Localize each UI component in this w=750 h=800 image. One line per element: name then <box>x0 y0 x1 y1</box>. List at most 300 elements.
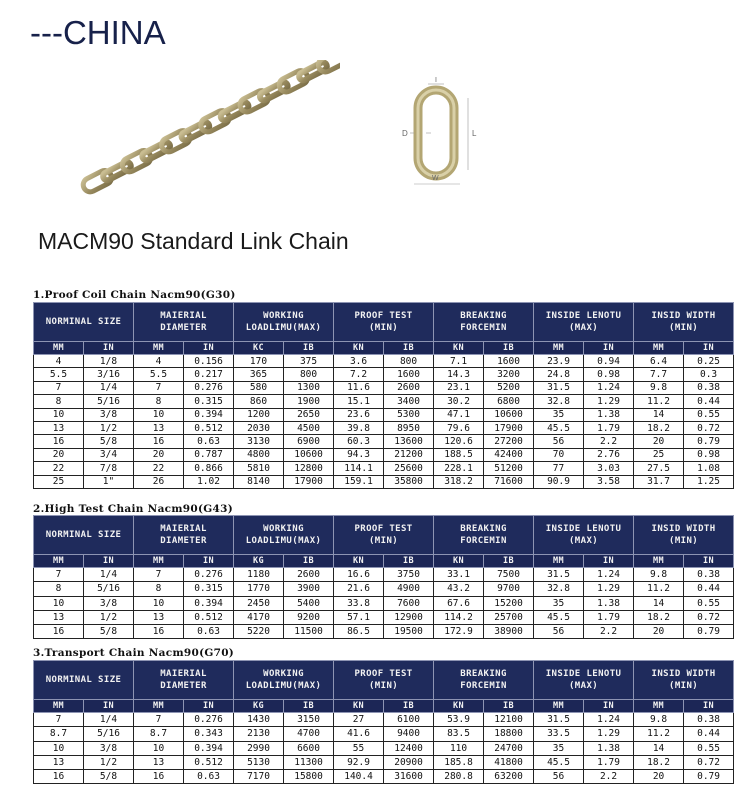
table-cell: 13 <box>34 421 84 434</box>
col-group-proof-test: PROOF TEST (MIN) <box>334 516 434 555</box>
table-cell: 16 <box>34 625 84 639</box>
table-cell: 7 <box>34 568 84 582</box>
table-cell: 10 <box>134 408 184 421</box>
table-cell: 25 <box>34 475 84 488</box>
table-cell: 0.156 <box>184 355 234 368</box>
table-cell: 1.29 <box>584 727 634 741</box>
table-cell: 13 <box>134 755 184 769</box>
table-cell: 41800 <box>484 755 534 769</box>
sub-header-cell: MM <box>34 555 84 568</box>
table-cell: 9.8 <box>634 381 684 394</box>
spec-table-transport <box>33 660 734 784</box>
table-cell: 3.58 <box>584 475 634 488</box>
table-cell: 14 <box>634 596 684 610</box>
table-cell: 0.72 <box>684 421 734 434</box>
table-cell: 13 <box>34 610 84 624</box>
table-cell: 33.5 <box>534 727 584 741</box>
table-row <box>34 435 734 448</box>
table-cell: 10600 <box>484 408 534 421</box>
table-cell: 0.343 <box>184 727 234 741</box>
table-cell: 2450 <box>234 596 284 610</box>
table-cell: 20 <box>634 625 684 639</box>
table-cell: 42400 <box>484 448 534 461</box>
table-cell: 2650 <box>284 408 334 421</box>
sub-header-cell: MM <box>634 700 684 713</box>
table-cell: 0.79 <box>684 435 734 448</box>
table-row <box>34 568 734 582</box>
table-cell: 5/8 <box>84 770 134 784</box>
table-cell: 39.8 <box>334 421 384 434</box>
table-cell: 1/2 <box>84 755 134 769</box>
table-cell: 3.6 <box>334 355 384 368</box>
table-cell: 7.1 <box>434 355 484 368</box>
sub-header-cell: KN <box>434 555 484 568</box>
table-cell: 800 <box>384 355 434 368</box>
table-cell: 0.63 <box>184 435 234 448</box>
table-cell: 159.1 <box>334 475 384 488</box>
sub-header-row <box>34 700 734 713</box>
table-cell: 12900 <box>384 610 434 624</box>
table-cell: 35 <box>534 596 584 610</box>
table-cell: 1.02 <box>184 475 234 488</box>
table-cell: 0.79 <box>684 625 734 639</box>
sub-header-cell: IB <box>284 700 334 713</box>
sub-header-cell: MM <box>34 700 84 713</box>
table-cell: 3900 <box>284 582 334 596</box>
table-row <box>34 625 734 639</box>
table-cell: 0.3 <box>684 368 734 381</box>
table-cell: 0.25 <box>684 355 734 368</box>
sub-header-cell: MM <box>534 342 584 355</box>
sub-header-cell: MM <box>134 555 184 568</box>
table-cell: 30.2 <box>434 395 484 408</box>
col-group-material-diameter: MAIERIAL DIAMETER <box>134 661 234 700</box>
table-cell: 94.3 <box>334 448 384 461</box>
table-cell: 12400 <box>384 741 434 755</box>
section-title-transport: 3.Transport Chain Nacm90(G70) <box>33 647 235 659</box>
table-cell: 56 <box>534 770 584 784</box>
spec-table-proof-coil <box>33 302 734 489</box>
table-cell: 0.787 <box>184 448 234 461</box>
table-cell: 71600 <box>484 475 534 488</box>
table-row <box>34 355 734 368</box>
col-group-nominal-size: NORMINAL SIZE <box>34 516 134 555</box>
table-cell: 16 <box>34 435 84 448</box>
table-cell: 5/8 <box>84 625 134 639</box>
table-cell: 86.5 <box>334 625 384 639</box>
col-group-material-diameter: MAIERIAL DIAMETER <box>134 303 234 342</box>
table-cell: 8950 <box>384 421 434 434</box>
sub-header-cell: KN <box>434 342 484 355</box>
table-cell: 1/4 <box>84 713 134 727</box>
sub-header-cell: IN <box>584 555 634 568</box>
table-cell: 15200 <box>484 596 534 610</box>
table-cell: 41.6 <box>334 727 384 741</box>
sub-header-cell: IN <box>84 700 134 713</box>
table-cell: 11300 <box>284 755 334 769</box>
table-cell: 32.8 <box>534 582 584 596</box>
col-group-nominal-size: NORMINAL SIZE <box>34 303 134 342</box>
table-cell: 0.55 <box>684 596 734 610</box>
table-cell: 0.276 <box>184 568 234 582</box>
table-cell: 860 <box>234 395 284 408</box>
table-cell: 92.9 <box>334 755 384 769</box>
table-row <box>34 408 734 421</box>
table-row <box>34 395 734 408</box>
sub-header-cell: MM <box>34 342 84 355</box>
table-cell: 3130 <box>234 435 284 448</box>
sub-header-cell: IN <box>84 342 134 355</box>
table-cell: 365 <box>234 368 284 381</box>
table-row <box>34 610 734 624</box>
table-cell: 20 <box>634 435 684 448</box>
table-cell: 1.38 <box>584 741 634 755</box>
table-cell: 1.24 <box>584 381 634 394</box>
table-cell: 70 <box>534 448 584 461</box>
table-cell: 5/16 <box>84 582 134 596</box>
table-cell: 228.1 <box>434 462 484 475</box>
table-cell: 4 <box>134 355 184 368</box>
col-group-proof-test: PROOF TEST (MIN) <box>334 661 434 700</box>
table-cell: 16 <box>134 625 184 639</box>
table-cell: 0.79 <box>684 770 734 784</box>
table-cell: 53.9 <box>434 713 484 727</box>
col-group-working-load: WORKING LOADLIMU(MAX) <box>234 303 334 342</box>
sub-header-cell: KN <box>334 700 384 713</box>
table-cell: 120.6 <box>434 435 484 448</box>
table-cell: 0.98 <box>684 448 734 461</box>
table-cell: 4170 <box>234 610 284 624</box>
table-cell: 10 <box>34 741 84 755</box>
sub-header-cell: IB <box>484 555 534 568</box>
col-group-inside-length: INSIDE LENOTU (MAX) <box>534 303 634 342</box>
sub-header-cell: KN <box>434 700 484 713</box>
brand-heading: ---CHINA <box>30 14 166 51</box>
document-title: MACM90 Standard Link Chain <box>38 228 349 254</box>
table-cell: 31600 <box>384 770 434 784</box>
table-cell: 0.394 <box>184 408 234 421</box>
table-cell: 1900 <box>284 395 334 408</box>
table-cell: 21.6 <box>334 582 384 596</box>
table-cell: 0.38 <box>684 568 734 582</box>
col-group-material-diameter: MAIERIAL DIAMETER <box>134 516 234 555</box>
sub-header-cell: IN <box>684 555 734 568</box>
table-cell: 14 <box>634 408 684 421</box>
table-cell: 9700 <box>484 582 534 596</box>
table-cell: 0.217 <box>184 368 234 381</box>
table-cell: 18.2 <box>634 755 684 769</box>
table-cell: 13 <box>134 610 184 624</box>
table-cell: 1/2 <box>84 421 134 434</box>
sub-header-cell: IB <box>284 555 334 568</box>
table-cell: 27.5 <box>634 462 684 475</box>
table-cell: 23.9 <box>534 355 584 368</box>
table-cell: 3750 <box>384 568 434 582</box>
table-cell: 22 <box>34 462 84 475</box>
table-body <box>34 568 734 639</box>
table-cell: 21200 <box>384 448 434 461</box>
table-cell: 15800 <box>284 770 334 784</box>
table-cell: 31.5 <box>534 381 584 394</box>
table-cell: 0.276 <box>184 713 234 727</box>
table-cell: 32.8 <box>534 395 584 408</box>
table-cell: 6100 <box>384 713 434 727</box>
table-cell: 0.394 <box>184 741 234 755</box>
table-cell: 0.55 <box>684 741 734 755</box>
table-cell: 1.24 <box>584 568 634 582</box>
table-cell: 1/8 <box>84 355 134 368</box>
table-cell: 11.2 <box>634 395 684 408</box>
table-cell: 2030 <box>234 421 284 434</box>
table-cell: 1300 <box>284 381 334 394</box>
sub-header-cell: IB <box>384 700 434 713</box>
table-cell: 45.5 <box>534 755 584 769</box>
table-cell: 51200 <box>484 462 534 475</box>
table-cell: 580 <box>234 381 284 394</box>
table-cell: 1.24 <box>584 713 634 727</box>
table-cell: 375 <box>284 355 334 368</box>
table-cell: 17900 <box>284 475 334 488</box>
table-cell: 185.8 <box>434 755 484 769</box>
table-cell: 8.7 <box>34 727 84 741</box>
table-cell: 5/16 <box>84 727 134 741</box>
table-body <box>34 713 734 784</box>
table-cell: 114.1 <box>334 462 384 475</box>
table-cell: 0.44 <box>684 395 734 408</box>
table-cell: 1.08 <box>684 462 734 475</box>
table-cell: 8 <box>134 395 184 408</box>
table-row <box>34 368 734 381</box>
table-cell: 83.5 <box>434 727 484 741</box>
table-cell: 47.1 <box>434 408 484 421</box>
col-group-inside-width: INSID WIDTH (MIN) <box>634 516 734 555</box>
table-cell: 9400 <box>384 727 434 741</box>
link-dimension-diagram <box>388 76 488 188</box>
table-cell: 3200 <box>484 368 534 381</box>
table-cell: 11.6 <box>334 381 384 394</box>
table-cell: 12100 <box>484 713 534 727</box>
table-cell: 0.44 <box>684 582 734 596</box>
table-cell: 110 <box>434 741 484 755</box>
table-cell: 1.25 <box>684 475 734 488</box>
table-cell: 16 <box>134 435 184 448</box>
col-group-breaking-force: BREAKING FORCEMIN <box>434 303 534 342</box>
table-cell: 3/8 <box>84 596 134 610</box>
sub-header-cell: IN <box>184 700 234 713</box>
table-cell: 15.1 <box>334 395 384 408</box>
table-cell: 33.8 <box>334 596 384 610</box>
table-cell: 5200 <box>484 381 534 394</box>
table-cell: 7 <box>34 381 84 394</box>
sub-header-cell: MM <box>534 555 584 568</box>
sub-header-cell: KN <box>334 555 384 568</box>
table-row <box>34 596 734 610</box>
table-cell: 1.29 <box>584 582 634 596</box>
table-cell: 1.79 <box>584 421 634 434</box>
sub-header-cell: IN <box>84 555 134 568</box>
table-cell: 1/4 <box>84 568 134 582</box>
table-row <box>34 448 734 461</box>
table-cell: 13 <box>34 755 84 769</box>
table-cell: 7/8 <box>84 462 134 475</box>
table-cell: 10600 <box>284 448 334 461</box>
table-cell: 0.72 <box>684 755 734 769</box>
table-cell: 0.276 <box>184 381 234 394</box>
sub-header-row <box>34 342 734 355</box>
table-cell: 3/4 <box>84 448 134 461</box>
table-cell: 800 <box>284 368 334 381</box>
table-cell: 0.394 <box>184 596 234 610</box>
table-cell: 1600 <box>484 355 534 368</box>
dim-label-top: I <box>435 77 437 84</box>
table-cell: 45.5 <box>534 610 584 624</box>
table-cell: 2.2 <box>584 435 634 448</box>
table-cell: 63200 <box>484 770 534 784</box>
table-cell: 77 <box>534 462 584 475</box>
table-cell: 3400 <box>384 395 434 408</box>
table-cell: 318.2 <box>434 475 484 488</box>
table-cell: 4700 <box>284 727 334 741</box>
table-cell: 35 <box>534 408 584 421</box>
table-cell: 2130 <box>234 727 284 741</box>
table-cell: 23.6 <box>334 408 384 421</box>
dim-label-d: D <box>402 129 408 138</box>
table-cell: 8140 <box>234 475 284 488</box>
table-cell: 1/4 <box>84 381 134 394</box>
sub-header-cell: KG <box>234 555 284 568</box>
table-cell: 25600 <box>384 462 434 475</box>
table-cell: 7170 <box>234 770 284 784</box>
table-cell: 24700 <box>484 741 534 755</box>
table-cell: 1600 <box>384 368 434 381</box>
table-cell: 1200 <box>234 408 284 421</box>
sub-header-cell: MM <box>134 342 184 355</box>
table-cell: 22 <box>134 462 184 475</box>
table-cell: 10 <box>34 596 84 610</box>
spec-table-high-test <box>33 515 734 639</box>
col-group-breaking-force: BREAKING FORCEMIN <box>434 516 534 555</box>
table-cell: 35 <box>534 741 584 755</box>
table-cell: 7500 <box>484 568 534 582</box>
table-cell: 67.6 <box>434 596 484 610</box>
sub-header-cell: MM <box>634 342 684 355</box>
table-cell: 7.2 <box>334 368 384 381</box>
table-cell: 4500 <box>284 421 334 434</box>
dim-label-l: L <box>472 129 477 138</box>
table-cell: 20 <box>34 448 84 461</box>
table-cell: 9200 <box>284 610 334 624</box>
table-cell: 10 <box>134 741 184 755</box>
table-cell: 3/8 <box>84 408 134 421</box>
table-cell: 9.8 <box>634 568 684 582</box>
section-title-high-test: 2.High Test Chain Nacm90(G43) <box>33 503 234 515</box>
table-cell: 0.98 <box>584 368 634 381</box>
table-cell: 90.9 <box>534 475 584 488</box>
table-cell: 27 <box>334 713 384 727</box>
table-cell: 1.29 <box>584 395 634 408</box>
table-cell: 5300 <box>384 408 434 421</box>
table-row <box>34 713 734 727</box>
table-cell: 2600 <box>384 381 434 394</box>
table-cell: 31.5 <box>534 713 584 727</box>
table-row <box>34 582 734 596</box>
table-cell: 56 <box>534 435 584 448</box>
table-cell: 8 <box>34 395 84 408</box>
table-cell: 55 <box>334 741 384 755</box>
table-cell: 4900 <box>384 582 434 596</box>
table-cell: 0.38 <box>684 713 734 727</box>
table-cell: 172.9 <box>434 625 484 639</box>
table-cell: 1.38 <box>584 596 634 610</box>
table-cell: 16 <box>134 770 184 784</box>
table-cell: 5810 <box>234 462 284 475</box>
table-cell: 4 <box>34 355 84 368</box>
sub-header-cell: IN <box>584 700 634 713</box>
sub-header-cell: IB <box>484 342 534 355</box>
sub-header-cell: IB <box>484 700 534 713</box>
table-row <box>34 770 734 784</box>
sub-header-cell: MM <box>134 700 184 713</box>
table-cell: 1180 <box>234 568 284 582</box>
sub-header-cell: MM <box>634 555 684 568</box>
table-cell: 7.7 <box>634 368 684 381</box>
table-cell: 23.1 <box>434 381 484 394</box>
table-cell: 16.6 <box>334 568 384 582</box>
table-cell: 188.5 <box>434 448 484 461</box>
col-group-breaking-force: BREAKING FORCEMIN <box>434 661 534 700</box>
table-cell: 0.866 <box>184 462 234 475</box>
table-cell: 13 <box>134 421 184 434</box>
table-cell: 18.2 <box>634 421 684 434</box>
sub-header-cell: MM <box>534 700 584 713</box>
table-row <box>34 462 734 475</box>
sub-header-cell: IN <box>684 342 734 355</box>
table-cell: 1.38 <box>584 408 634 421</box>
table-cell: 43.2 <box>434 582 484 596</box>
col-group-proof-test: PROOF TEST (MIN) <box>334 303 434 342</box>
chain-photo-image <box>80 60 340 200</box>
table-cell: 7600 <box>384 596 434 610</box>
table-cell: 7 <box>134 381 184 394</box>
table-cell: 1430 <box>234 713 284 727</box>
table-cell: 10 <box>34 408 84 421</box>
table-cell: 17900 <box>484 421 534 434</box>
table-cell: 0.315 <box>184 582 234 596</box>
table-cell: 56 <box>534 625 584 639</box>
table-cell: 31.5 <box>534 568 584 582</box>
table-cell: 5220 <box>234 625 284 639</box>
col-group-working-load: WORKING LOADLIMU(MAX) <box>234 661 334 700</box>
table-cell: 7 <box>34 713 84 727</box>
dim-label-w: W <box>432 175 439 182</box>
table-cell: 0.38 <box>684 381 734 394</box>
table-row <box>34 381 734 394</box>
table-cell: 0.94 <box>584 355 634 368</box>
table-cell: 24.8 <box>534 368 584 381</box>
table-cell: 9.8 <box>634 713 684 727</box>
table-cell: 19500 <box>384 625 434 639</box>
sub-header-cell: IN <box>184 342 234 355</box>
sub-header-cell: IB <box>284 342 334 355</box>
table-cell: 1/2 <box>84 610 134 624</box>
sub-header-cell: IN <box>684 700 734 713</box>
sub-header-cell: IB <box>384 555 434 568</box>
table-cell: 60.3 <box>334 435 384 448</box>
table-cell: 10 <box>134 596 184 610</box>
table-cell: 0.63 <box>184 770 234 784</box>
table-cell: 11.2 <box>634 582 684 596</box>
table-row <box>34 727 734 741</box>
